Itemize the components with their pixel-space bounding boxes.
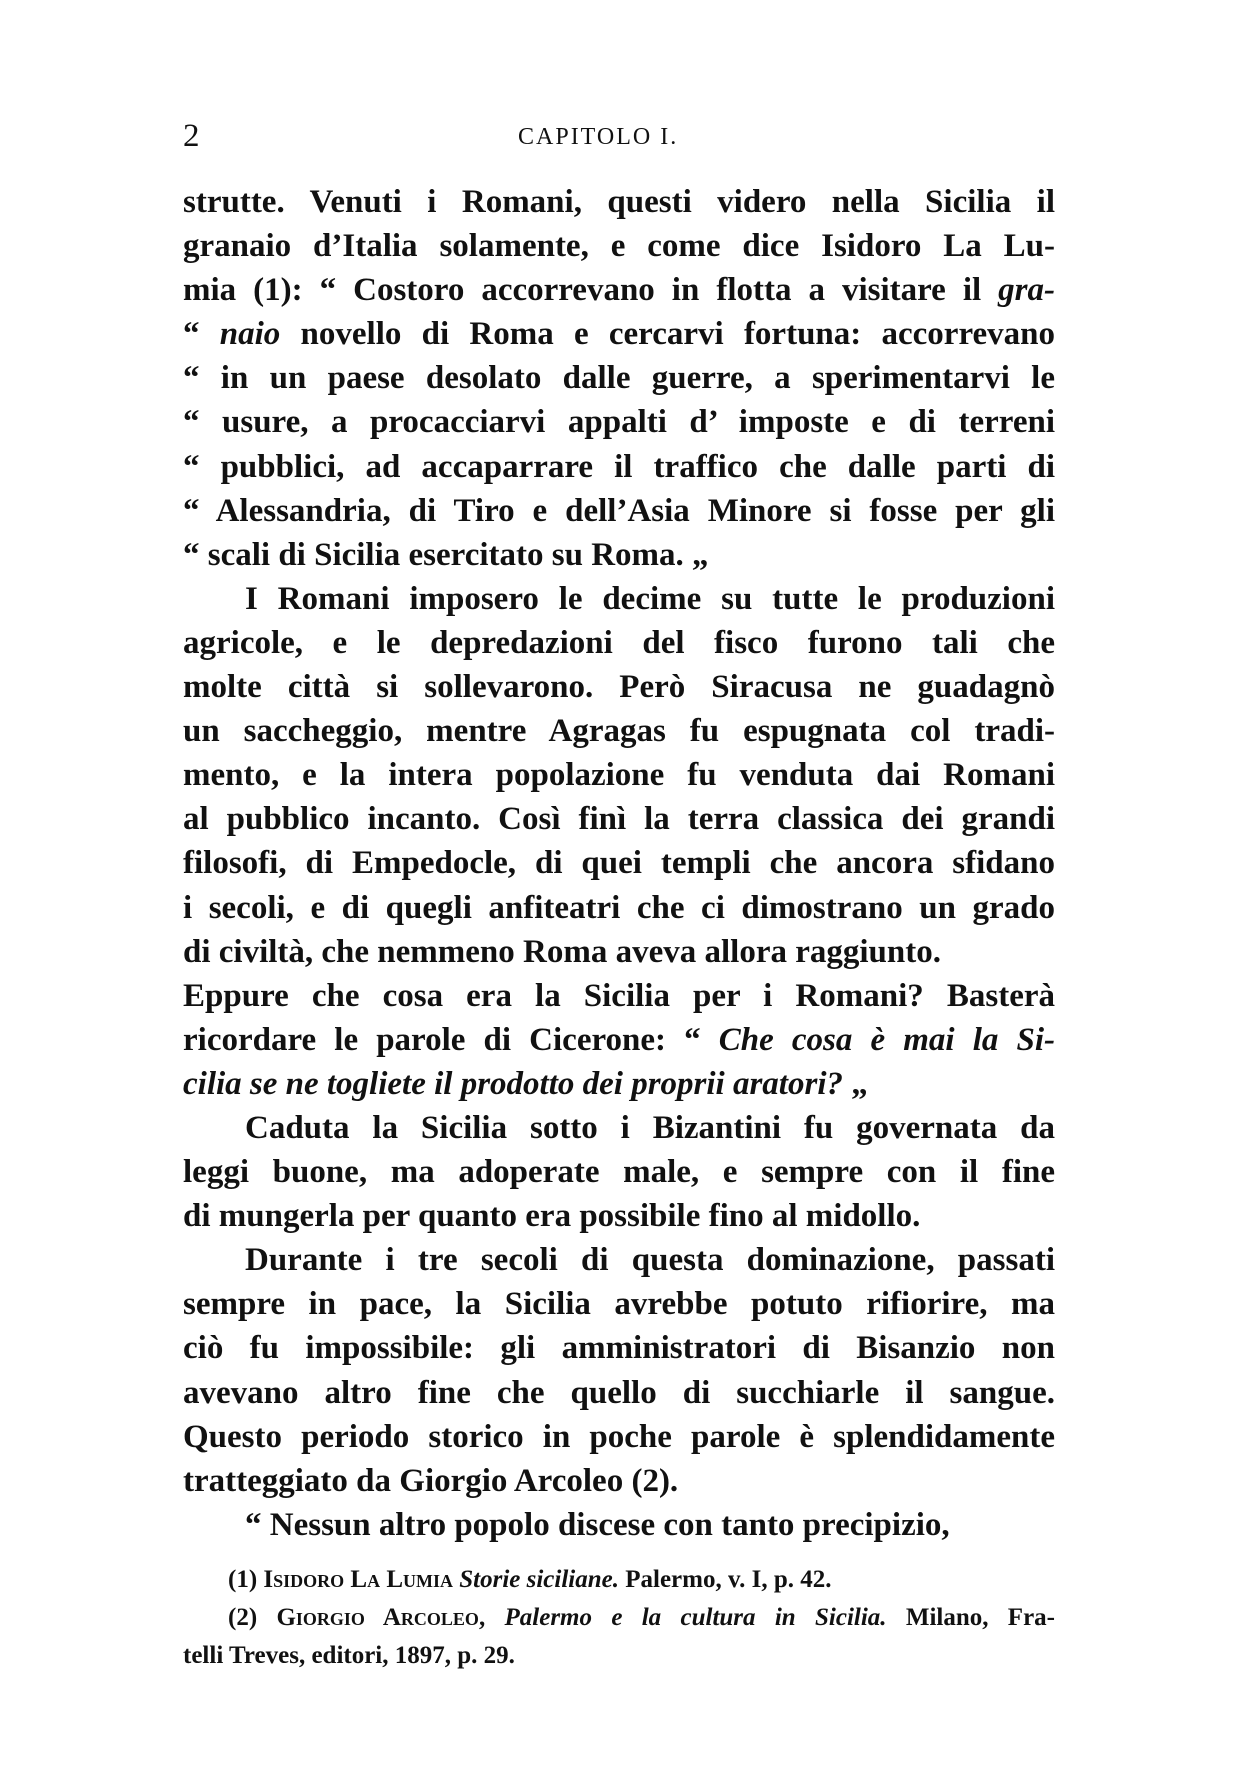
page-header xyxy=(183,118,1055,158)
text-line xyxy=(183,1238,1055,1282)
body-text xyxy=(183,180,1055,1547)
text-segment: ricordare le parole di Cicerone: “ xyxy=(183,1021,719,1058)
footnote-line xyxy=(183,1561,1055,1599)
text-line xyxy=(183,1282,1055,1326)
text-segment: Eppure che cosa era la Sicilia per i Romani? Basterà xyxy=(183,977,1055,1014)
text-segment: novello di Roma e cercarvi fortuna: accorrevano xyxy=(280,316,1055,353)
running-head: CAPITOLO I. xyxy=(518,124,679,150)
text-segment: mento, e la intera popolazione fu venduta dai Romani xyxy=(183,757,1055,794)
footnote-segment: Storie siciliane. xyxy=(459,1566,619,1593)
text-segment: naio xyxy=(219,316,281,353)
footnote-segment: Palermo, v. I, p. 42. xyxy=(618,1566,832,1593)
text-segment: Durante i tre secoli di questa dominazione, passati xyxy=(245,1242,1055,1279)
text-line xyxy=(183,1106,1055,1150)
text-segment: leggi buone, ma adoperate male, e sempre con il fine xyxy=(183,1154,1055,1191)
text-line xyxy=(183,533,1055,577)
footnote-segment: , xyxy=(478,1604,505,1631)
text-line xyxy=(183,577,1055,621)
text-segment: “ xyxy=(183,316,220,353)
text-segment: i secoli, e di quegli anfiteatri che ci dimostrano un grado xyxy=(183,889,1055,926)
text-segment: molte città si sollevarono. Però Siracusa ne guadagnò xyxy=(183,669,1055,706)
text-line xyxy=(183,797,1055,841)
text-segment: tratteggiato da Giorgio Arcoleo (2). xyxy=(183,1462,679,1499)
text-segment: Questo periodo storico in poche parole è splendidamente xyxy=(183,1418,1055,1455)
footnote-segment: Isidoro La Lumia xyxy=(263,1566,453,1593)
text-line xyxy=(183,268,1055,312)
footnote-segment: (1) xyxy=(228,1566,264,1593)
text-line xyxy=(183,709,1055,753)
text-line xyxy=(183,489,1055,533)
text-segment: “ in un paese desolato dalle guerre, a sperimentarvi le xyxy=(183,360,1055,397)
footnote-line xyxy=(183,1637,1055,1675)
text-line xyxy=(183,1459,1055,1503)
text-line xyxy=(183,1194,1055,1238)
text-line xyxy=(183,930,1055,974)
text-segment: un saccheggio, mentre Agragas fu espugnata col tradi- xyxy=(183,713,1055,750)
text-line xyxy=(183,753,1055,797)
text-line xyxy=(183,886,1055,930)
text-segment: I Romani imposero le decime su tutte le produzioni xyxy=(245,580,1055,617)
text-line xyxy=(183,1415,1055,1459)
text-line xyxy=(183,1150,1055,1194)
text-line xyxy=(183,400,1055,444)
text-segment: strutte. Venuti i Romani, questi videro nella Sicilia il xyxy=(183,184,1055,220)
text-line xyxy=(183,180,1055,224)
text-segment: cilia se ne togliete il prodotto dei proprii aratori? xyxy=(183,1065,843,1102)
text-line xyxy=(183,841,1055,885)
text-line xyxy=(183,445,1055,489)
text-segment: sempre in pace, la Sicilia avrebbe potuto rifiorire, ma xyxy=(183,1286,1055,1323)
text-segment: al pubblico incanto. Così finì la terra classica dei grandi xyxy=(183,801,1055,838)
text-line xyxy=(183,224,1055,268)
text-segment: mia (1): “ Costoro accorrevano in flotta a visitare il xyxy=(183,272,999,309)
text-segment: “ pubblici, ad accaparrare il traffico che dalle parti di xyxy=(183,448,1055,485)
footnote-segment: (2) xyxy=(228,1604,277,1631)
text-segment: avevano altro fine che quello di succhiarle il sangue. xyxy=(183,1374,1055,1411)
text-segment: Che cosa è mai la Si- xyxy=(718,1021,1055,1058)
text-segment: di mungerla per quanto era possibile fino al midollo. xyxy=(183,1198,921,1235)
text-line xyxy=(183,356,1055,400)
text-segment: gra- xyxy=(998,272,1055,309)
footnotes xyxy=(183,1561,1055,1675)
text-line xyxy=(183,1371,1055,1415)
footnote-line xyxy=(183,1599,1055,1637)
text-segment: „ xyxy=(842,1065,868,1102)
text-line xyxy=(183,1503,1055,1547)
footnote-segment: Giorgio Arcoleo xyxy=(276,1604,479,1631)
text-segment: “ scali di Sicilia esercitato su Roma. „ xyxy=(183,536,709,573)
text-segment: filosofi, di Empedocle, di quei templi che ancora sfidano xyxy=(183,845,1055,882)
text-segment: di civiltà, che nemmeno Roma aveva allora raggiunto. xyxy=(183,933,942,970)
text-line xyxy=(183,1326,1055,1370)
footnote-segment: Palermo e la cultura in Sicilia. xyxy=(504,1604,887,1631)
footnote-segment: Milano, Fra- xyxy=(886,1604,1055,1631)
page-number: 2 xyxy=(183,118,200,154)
text-segment: “ Alessandria, di Tiro e dell’Asia Minore si fosse per gli xyxy=(183,492,1055,529)
text-segment: Caduta la Sicilia sotto i Bizantini fu governata da xyxy=(245,1109,1055,1146)
text-line xyxy=(183,1018,1055,1062)
text-segment: “ usure, a procacciarvi appalti d’ imposte e di terreni xyxy=(183,404,1055,441)
text-line xyxy=(183,974,1055,1018)
text-line xyxy=(183,665,1055,709)
text-line xyxy=(183,621,1055,665)
text-segment: ciò fu impossibile: gli amministratori di Bisanzio non xyxy=(183,1330,1055,1367)
text-segment: granaio d’Italia solamente, e come dice Isidoro La Lu- xyxy=(183,228,1055,265)
text-line xyxy=(183,1062,1055,1106)
text-segment: “ Nessun altro popolo discese con tanto precipizio, xyxy=(245,1506,950,1543)
text-line xyxy=(183,312,1055,356)
footnote-segment: telli Treves, editori, 1897, p. 29. xyxy=(183,1642,515,1669)
text-segment: agricole, e le depredazioni del fisco furono tali che xyxy=(183,624,1055,661)
